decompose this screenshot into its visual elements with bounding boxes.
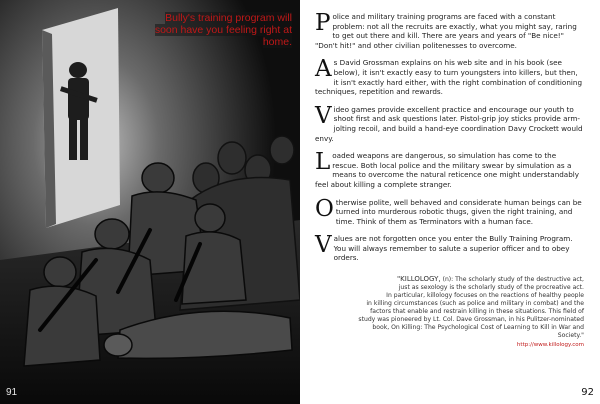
definition-line: just as sexology is the scholarly study of the procreative act. — [398, 284, 584, 292]
definition-line: book, On Killing: The Psychological Cost of Learning to Kill in War and — [372, 324, 584, 332]
killology-url[interactable]: http://www.killology.com — [516, 342, 584, 349]
paragraph-text: alues are not forgotten once you enter the Bully Training Program. You will always remember to salute a superior officer and to obey orders. — [333, 234, 573, 263]
illustration-caption — [142, 12, 292, 48]
definition-line: in killing circumstances (such as police and military in combat) and the — [366, 300, 584, 308]
definition-line: study was pioneered by Lt. Col. Dave Grossman, in his Pulitzer-nominated — [358, 316, 584, 324]
paragraph-simulation — [315, 151, 584, 189]
drop-cap: A — [315, 56, 332, 83]
definition-text: The scholarly study of the destructive act, — [455, 276, 584, 284]
paragraph-terminators — [315, 195, 584, 227]
paragraph-text: ideo games provide excellent practice and encourage our youth to shoot first and ask questions later. Pistol-grip joy sticks provide arm-jolting recoil, and build a hand-eye coordination Davy Crockett would envy. — [315, 104, 583, 143]
paragraph-text: therwise polite, well behaved and considerate human beings can be turned into murderous robotic thugs, given the right training, and time. Think of them as Terminators with a human face. — [335, 197, 582, 226]
definition-line: Society." — [557, 332, 584, 340]
definition-pos: (n): — [442, 276, 454, 284]
killology-definition — [315, 275, 584, 340]
definition-line — [315, 275, 584, 284]
paragraph-video-games — [315, 102, 584, 143]
definition-line: factors that enable and restrain killing in these situations. This field of — [370, 308, 584, 316]
drop-cap: O — [315, 195, 334, 222]
paragraph-text: olice and military training programs are faced with a constant problem: not all the recruits are exactly, what you might say, raring to get out there and kill. There are years and years of "Be nice!" "Don't hit!" and other civilian politenesses to overcome. — [315, 12, 577, 50]
definition-term: "KILLOLOGY, — [396, 275, 441, 284]
drop-cap: L — [315, 149, 331, 176]
right-page — [300, 0, 600, 404]
paragraph-police — [315, 12, 584, 50]
page-number-left: 91 — [6, 387, 18, 398]
paragraph-grossman — [315, 58, 584, 96]
paragraph-text: s David Grossman explains on his web site and in his book (see below), it isn't exactly easy to turn youngsters into killers, but then, it isn't exactly hard either, with the right combination of conditioning techniques, repetition and rewards. — [315, 58, 583, 97]
page-number-right: 92 — [581, 387, 594, 398]
drop-cap: V — [315, 102, 332, 129]
drop-cap: P — [315, 10, 331, 36]
paragraph-values — [315, 234, 584, 263]
paragraph-text: oaded weapons are dangerous, so simulation has come to the rescue. Both local police and the military swear by simulation as a means to overcome the natural reticence one might understandably feel about killing a complete stranger. — [315, 151, 580, 189]
caption-text: Bully's training program will soon have you feeling right at home. — [154, 12, 292, 48]
definition-line: In particular, killology focuses on the reactions of healthy people — [386, 292, 584, 300]
drop-cap: V — [315, 232, 332, 259]
